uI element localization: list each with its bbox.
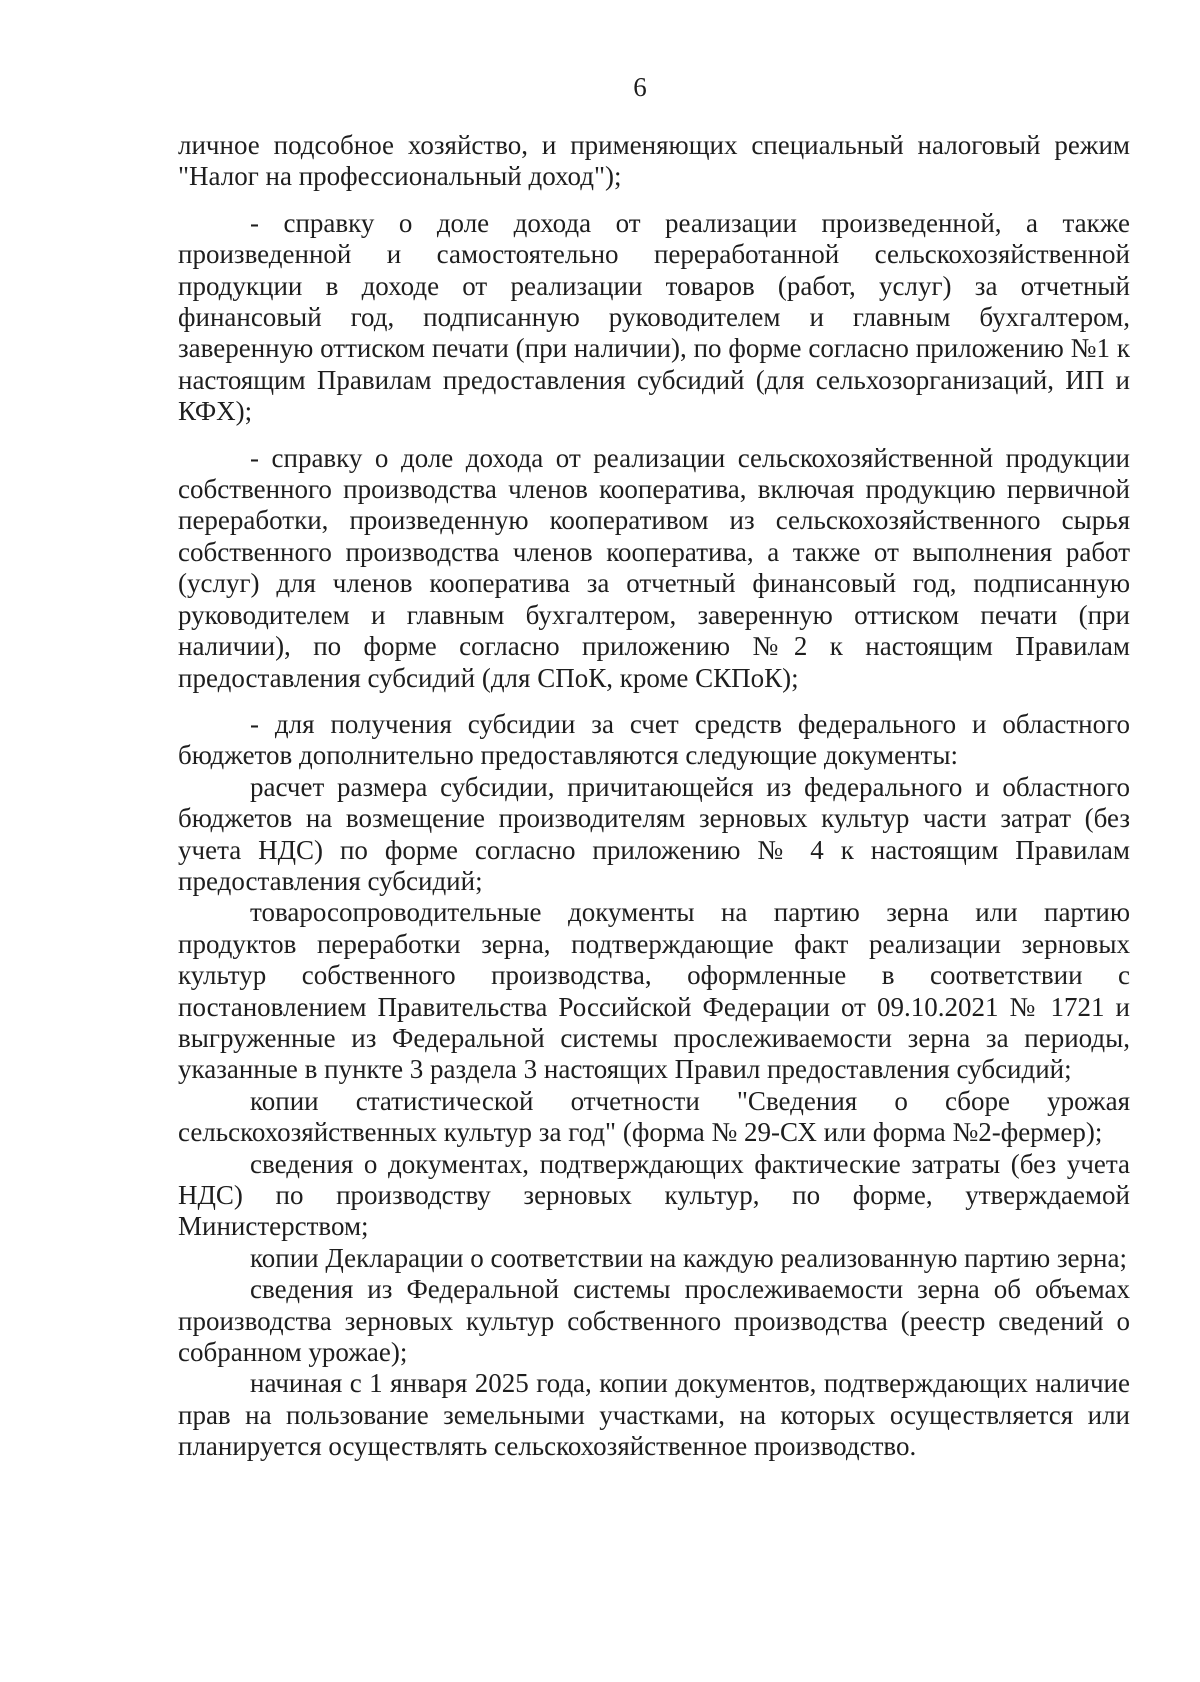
paragraph-3: - справку о доле дохода от реализации сельскохозяйственной продукции собственного производства членов кооператива, включая продукцию первичной переработки, произведенную кооперативом из сельскохозяйственного сырья собственного производства членов кооператива, а также от выполнения работ (услуг) для членов кооператива за отчетный финансовый год, подписанную руководителем и главным бухгалтером, заверенную оттиском печати (при наличии), по форме согласно приложению №2 к настоящим Правилам предоставления субсидий (для СПоК, кроме СКПоК);: [178, 442, 1130, 693]
paragraph-8: сведения о документах, подтверждающих фактические затраты (без учета НДС) по производству зерновых культур, по форме, утверждаемой Министерством;: [178, 1148, 1130, 1242]
paragraph-9: копии Декларации о соответствии на каждую реализованную партию зерна;: [250, 1242, 1127, 1273]
paragraph-7: копии статистической отчетности "Сведения о сборе урожая сельскохозяйственных культур за год" (форма № 29-СХ или форма №2-фермер);: [178, 1085, 1130, 1148]
page-number: 6: [633, 72, 647, 102]
paragraph-2: - справку о доле дохода от реализации произведенной, а также произведенной и самостоятельно переработанной сельскохозяйственной продукции в доходе от реализации товаров (работ, услуг) за отчетный финансовый год, подписанную руководителем и главным бухгалтером, заверенную оттиском печати (при наличии), по форме согласно приложению №1 к настоящим Правилам предоставления субсидий (для сельхозорганизаций, ИП и КФХ);: [178, 207, 1130, 427]
paragraph-5: расчет размера субсидии, причитающейся из федерального и областного бюджетов на возмещение производителям зерновых культур части затрат (без учета НДС) по форме согласно приложению № 4 к настоящим Правилам предоставления субсидий;: [178, 771, 1130, 896]
paragraph-10: сведения из Федеральной системы прослеживаемости зерна об объемах производства зерновых культур собственного производства (реестр сведений о собранном урожае);: [178, 1274, 1130, 1368]
paragraph-1: личное подсобное хозяйство, и применяющих специальный налоговый режим "Налог на профессиональный доход");: [178, 130, 1130, 192]
paragraph-6: товаросопроводительные документы на партию зерна или партию продуктов переработки зерна, подтверждающие факт реализации зерновых культур собственного производства, оформленные в соответствии с постановлением Правительства Российской Федерации от 09.10.2021 № 1721 и выгруженные из Федеральной системы прослеживаемости зерна за периоды, указанные в пункте 3 раздела 3 настоящих Правил предоставления субсидий;: [178, 897, 1130, 1085]
document-body: [178, 130, 1130, 1463]
paragraph-4: - для получения субсидии за счет средств федерального и областного бюджетов дополнительно предоставляются следующие документы:: [178, 708, 1130, 771]
paragraph-11: начиная с 1 января 2025 года, копии документов, подтверждающих наличие прав на пользование земельными участками, на которых осуществляется или планируется осуществлять сельскохозяйственное производство.: [178, 1368, 1130, 1462]
